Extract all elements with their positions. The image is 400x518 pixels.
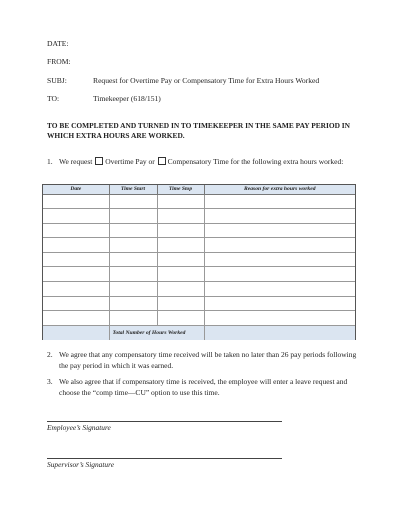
date-cell[interactable] [43,238,109,253]
subject-label: SUBJ: [47,76,67,85]
time-start-cell[interactable] [109,282,157,297]
time-stop-cell[interactable] [157,296,204,311]
time-stop-cell[interactable] [157,267,204,282]
time-start-cell[interactable] [109,252,157,267]
to-label: TO: [47,94,60,103]
reason-cell[interactable] [204,194,355,209]
item-number: 3. [47,377,53,386]
item-number: 1. [47,157,53,166]
reason-cell[interactable] [204,252,355,267]
reason-cell[interactable] [204,267,355,282]
column-header-time-stop: Time Stop [157,185,204,194]
total-hours-row [43,325,355,340]
date-cell[interactable] [43,311,109,326]
table-row [43,238,355,253]
subject-value: Request for Overtime Pay or Compensatory Time for Extra Hours Worked [93,76,320,85]
reason-cell[interactable] [204,311,355,326]
extra-hours-table [42,184,356,340]
time-stop-cell[interactable] [157,282,204,297]
table-row [43,194,355,209]
time-stop-cell[interactable] [157,252,204,267]
time-stop-cell[interactable] [157,194,204,209]
request-lead-text: We request [59,157,93,166]
time-start-cell[interactable] [109,311,157,326]
time-stop-cell[interactable] [157,223,204,238]
date-cell[interactable] [43,209,109,224]
table-row [43,282,355,297]
column-header-time-start: Time Start [109,185,157,194]
time-stop-cell[interactable] [157,209,204,224]
request-text [59,157,357,167]
total-spacer-cell [43,325,109,340]
supervisor-signature-line[interactable] [47,458,282,459]
table-row [43,311,355,326]
date-cell[interactable] [43,194,109,209]
reason-cell[interactable] [204,238,355,253]
time-start-cell[interactable] [109,296,157,311]
table-row [43,223,355,238]
reason-cell[interactable] [204,282,355,297]
compensatory-time-label: Compensatory Time for the following extra hours worked: [167,157,344,166]
date-cell[interactable] [43,252,109,267]
supervisor-signature-label: Supervisor’s Signature [47,460,114,469]
time-stop-cell[interactable] [157,311,204,326]
reason-cell[interactable] [204,209,355,224]
time-start-cell[interactable] [109,194,157,209]
time-start-cell[interactable] [109,267,157,282]
table-row [43,209,355,224]
column-header-reason: Reason for extra hours worked [204,185,355,194]
total-hours-cell[interactable] [204,325,355,340]
column-header-date: Date [43,185,109,194]
date-cell[interactable] [43,296,109,311]
item-number: 2. [47,350,53,359]
agreement-text-3: We also agree that if compensatory time is received, the employee will enter a leave request and choose the “comp time—CU” option to use this time. [59,377,348,397]
time-start-cell[interactable] [109,238,157,253]
submission-notice: TO BE COMPLETED AND TURNED IN TO TIMEKEEPER IN THE SAME PAY PERIOD IN WHICH EXTRA HOURS ARE WORKED. [47,121,351,140]
date-cell[interactable] [43,267,109,282]
time-stop-cell[interactable] [157,238,204,253]
time-start-cell[interactable] [109,223,157,238]
date-label: DATE: [47,39,69,48]
from-label: FROM: [47,57,71,66]
overtime-pay-checkbox[interactable] [95,157,103,165]
total-hours-label: Total Number of Hours Worked [109,325,204,340]
employee-signature-label: Employee’s Signature [47,423,111,432]
agreement-text-2: We agree that any compensatory time received will be taken no later than 26 pay periods following the pay period in which it was earned. [59,350,357,370]
reason-cell[interactable] [204,296,355,311]
employee-signature-line[interactable] [47,421,282,422]
table-row [43,267,355,282]
table-row [43,296,355,311]
date-cell[interactable] [43,282,109,297]
overtime-pay-label: Overtime Pay or [105,157,155,166]
to-value: Timekeeper (618/151) [93,94,161,103]
table-row [43,252,355,267]
time-start-cell[interactable] [109,209,157,224]
compensatory-time-checkbox[interactable] [158,157,166,165]
date-cell[interactable] [43,223,109,238]
reason-cell[interactable] [204,223,355,238]
